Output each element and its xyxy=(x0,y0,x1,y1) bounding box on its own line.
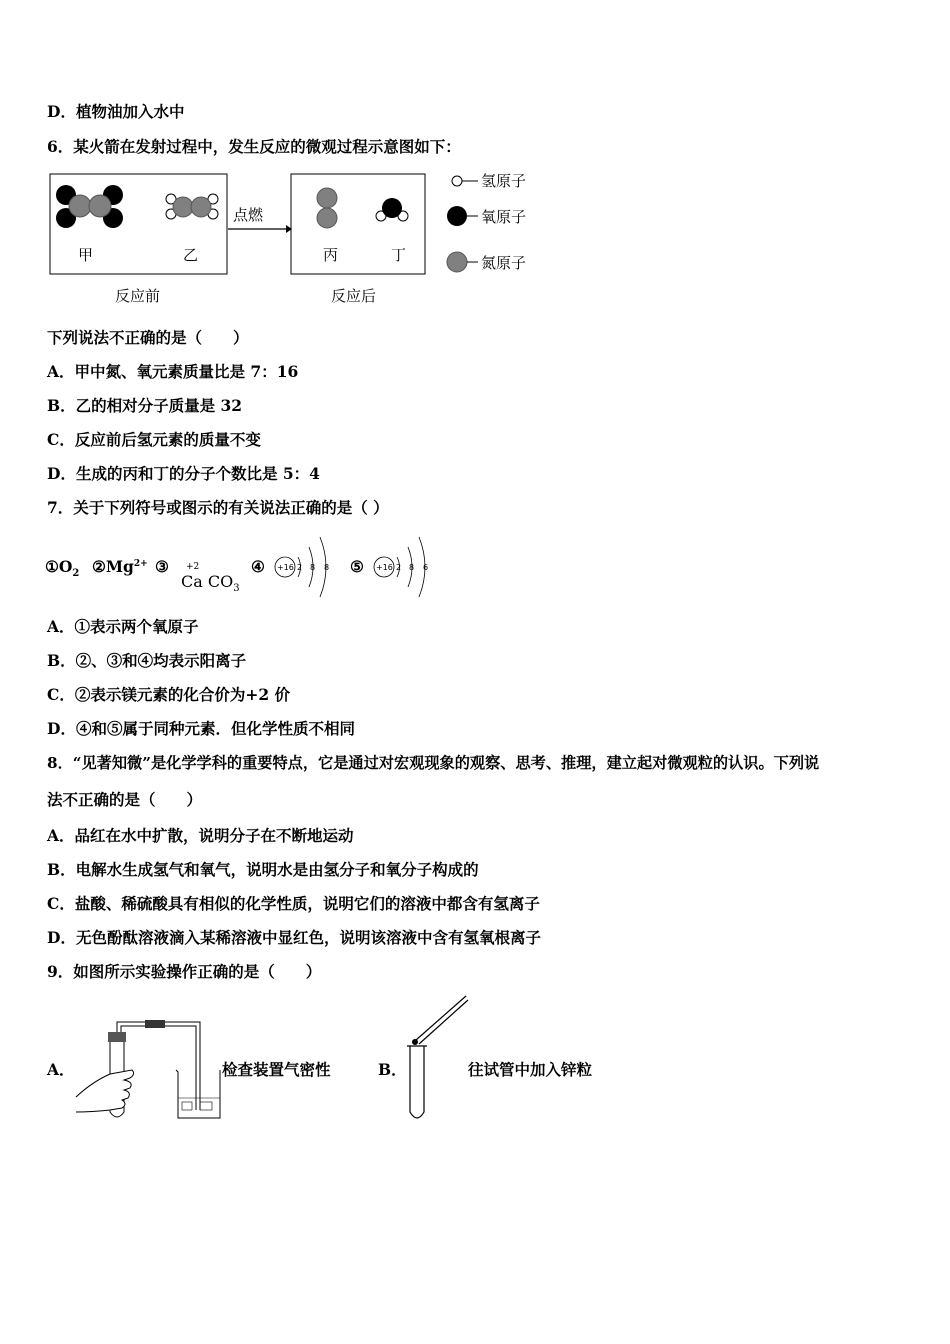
symbol-3-formula: Ca $CO_3$ xyxy=(181,572,240,595)
q5-option-d: D．植物油加入水中 xyxy=(47,102,185,121)
svg-text:氢原子: 氢原子 xyxy=(481,172,527,190)
q9-option-b-caption: 往试管中加入锌粒 xyxy=(468,1060,593,1079)
label-jia: 甲 xyxy=(78,246,94,264)
molecule-yi xyxy=(166,194,218,219)
svg-text:氮原子: 氮原子 xyxy=(481,254,527,272)
molecule-ding xyxy=(376,198,408,221)
q8-option-b: B．电解水生成氢气和氧气，说明水是由氢分子和氧分子构成的 xyxy=(47,860,479,879)
q8-option-d: D．无色酚酞溶液滴入某稀溶液中显红色，说明该溶液中含有氢氧根离子 xyxy=(47,928,541,947)
q9-option-b-label: B． xyxy=(378,1060,407,1079)
q9-stem: 9．如图所示实验操作正确的是（ ） xyxy=(47,962,322,981)
caption-after: 反应后 xyxy=(331,287,377,305)
q8-option-a: A．品红在水中扩散，说明分子在不断地运动 xyxy=(47,826,354,845)
symbol-1: $①O_2$ xyxy=(45,557,80,580)
q8-stem-line1: 8．“见著知微”是化学学科的重要特点，它是通过对宏观现象的观察、思考、推理，建立起对微观粒的认识。下列说 xyxy=(47,754,820,772)
svg-text:2: 2 xyxy=(297,563,303,572)
svg-text:8: 8 xyxy=(409,563,415,572)
q7-option-d: D．④和⑤属于同种元素．但化学性质不相同 xyxy=(47,719,355,738)
q6-option-d: D．生成的丙和丁的分子个数比是 5：4 xyxy=(47,464,320,483)
label-yi: 乙 xyxy=(183,246,199,264)
svg-text:2: 2 xyxy=(396,563,402,572)
svg-text:6: 6 xyxy=(423,563,429,572)
label-ding: 丁 xyxy=(391,246,407,264)
svg-text:氧原子: 氧原子 xyxy=(481,208,527,226)
symbol-4: ④ xyxy=(251,557,265,576)
label-bing: 丙 xyxy=(323,246,339,264)
q8-stem-line2: 法不正确的是（ ） xyxy=(47,790,203,809)
airtightness-apparatus xyxy=(72,1012,232,1127)
q7-option-c: C．②表示镁元素的化合价为+2 价 xyxy=(47,685,291,704)
atom-structure-4 xyxy=(272,530,342,600)
q6-question: 下列说法不正确的是（ ） xyxy=(47,328,249,347)
q9-option-a-caption: 检查装置气密性 xyxy=(222,1060,331,1079)
q7-option-b: B．②、③和④均表示阳离子 xyxy=(47,651,247,670)
reactants-box xyxy=(50,174,227,274)
svg-text:8: 8 xyxy=(310,563,316,572)
legend-oxygen xyxy=(447,206,526,226)
q7-stem: 7．关于下列符号或图示的有关说法正确的是（ ） xyxy=(47,498,389,517)
legend-nitrogen xyxy=(447,252,526,272)
q6-option-b: B．乙的相对分子质量是 32 xyxy=(47,396,243,415)
q8-option-c: C．盐酸、稀硫酸具有相似的化学性质，说明它们的溶液中都含有氢离子 xyxy=(47,894,540,913)
q9-option-a-label: A． xyxy=(47,1060,75,1079)
symbol-5: ⑤ xyxy=(350,557,364,576)
svg-text:+16: +16 xyxy=(277,563,294,572)
svg-text:8: 8 xyxy=(324,563,330,572)
atom-structure-5 xyxy=(371,530,441,600)
reaction-diagram xyxy=(40,168,560,308)
q6-option-c: C．反应前后氢元素的质量不变 xyxy=(47,430,261,449)
q6-option-a: A．甲中氮、氧元素质量比是 7：16 xyxy=(47,362,299,381)
q7-option-a: A．①表示两个氧原子 xyxy=(47,617,199,636)
molecule-bing xyxy=(317,188,337,228)
q6-stem: 6．某火箭在发射过程中，发生反应的微观过程示意图如下： xyxy=(47,137,461,156)
arrow-label: 点燃 xyxy=(233,206,264,224)
svg-text:+16: +16 xyxy=(376,563,393,572)
legend-hydrogen xyxy=(452,172,526,190)
caption-before: 反应前 xyxy=(115,287,161,305)
molecule-jia xyxy=(56,185,123,228)
symbol-3-valence: +2 xyxy=(186,562,200,572)
symbol-3: ③ xyxy=(155,557,169,576)
symbol-2: $②Mg^{2+}$ xyxy=(92,557,148,576)
